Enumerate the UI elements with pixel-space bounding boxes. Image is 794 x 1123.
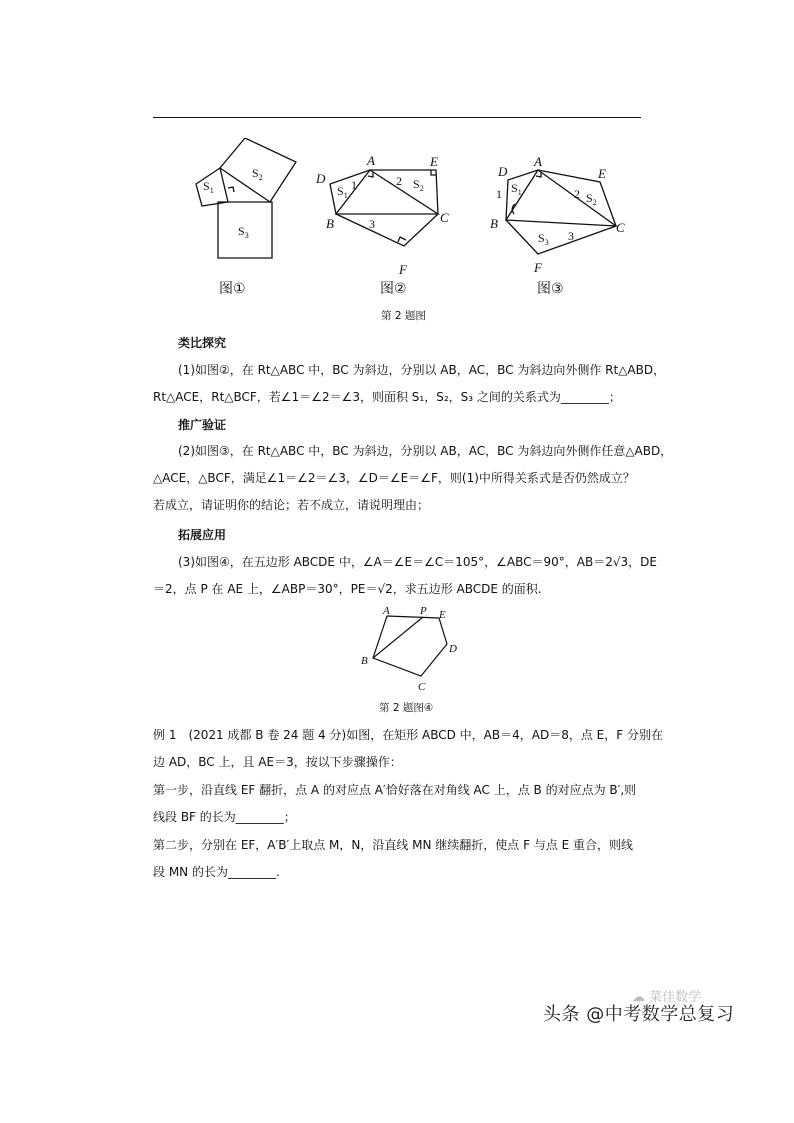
- fig3-angle-2: 2: [574, 187, 580, 201]
- example-line-3: 第一步，沿直线 EF 翻折，点 A 的对应点 A′恰好落在对角线 AC 上，点 B 的对应点为 B′,则: [153, 783, 637, 797]
- fig3-caption: 图③: [537, 281, 564, 297]
- fig3-s2: $S_2$: [586, 191, 597, 207]
- fig3-angle-3: 3: [568, 229, 574, 243]
- example-line-5: 第二步，分别在 EF，A′B′上取点 M，N，沿直线 MN 继续翻折，使点 F 与点 E 重合，则线: [153, 838, 634, 852]
- fig3-label-a: A: [534, 154, 542, 169]
- fig3-label-f: F: [534, 260, 542, 275]
- fig1-s1: $S_1$: [203, 179, 214, 195]
- fig1-caption: 图①: [219, 281, 246, 297]
- example-line-2: 边 AD，BC 上，且 AE＝3，按以下步骤操作：: [153, 755, 402, 769]
- fig2-label-b: B: [326, 216, 334, 231]
- fig3-angle-1: 1: [496, 187, 502, 201]
- example-line-6: 段 MN 的长为________.: [153, 865, 280, 879]
- fig3-label-c: C: [616, 220, 625, 235]
- fig4-label-e: E: [439, 609, 446, 621]
- fig2-label-f: F: [399, 262, 407, 277]
- watermark-faint: ☁ 菜佳数学: [632, 990, 702, 1005]
- example-line-1: 例 1 (2021 成都 B 卷 24 题 4 分)如图，在矩形 ABCD 中，AB＝4，AD＝8，点 E，F 分别在: [153, 728, 663, 742]
- fig4-caption: 第 2 题图④: [379, 702, 434, 714]
- fig1-s2: $S_2$: [252, 166, 263, 182]
- fig3-label-e: E: [598, 166, 606, 181]
- figure-1: [188, 138, 303, 263]
- top-rule: [153, 117, 641, 118]
- section-analogy: 类比探究: [178, 336, 227, 350]
- fig3-s3: $S_3$: [538, 231, 549, 247]
- q1-line-1: (1)如图②，在 Rt△ABC 中，BC 为斜边，分别以 AB，AC，BC 为斜边向外侧作 Rt△ABD，: [178, 363, 666, 377]
- fig2-label-d: D: [316, 171, 326, 186]
- fig4-segment-bp: [373, 617, 423, 658]
- fig2-label-a: A: [367, 153, 375, 168]
- section-generalize: 推广验证: [178, 418, 227, 432]
- fig2-caption: 图②: [380, 281, 407, 297]
- q3-line-2: ＝2，点 P 在 AE 上，∠ABP＝30°，PE＝√2，求五边形 ABCDE 的面积.: [153, 582, 542, 596]
- fig2-label-c: C: [440, 210, 449, 225]
- fig3-label-d: D: [498, 164, 508, 179]
- fig4-label-c: C: [418, 681, 426, 693]
- q2-line-1: (2)如图③，在 Rt△ABC 中，BC 为斜边，分别以 AB，AC，BC 为斜边向外侧作任意△ABD，: [178, 444, 673, 458]
- watermark: 头条 @中考数学总复习: [543, 1004, 735, 1025]
- fig2-triangle-bcf: [336, 214, 438, 246]
- q3-line-1: (3)如图④，在五边形 ABCDE 中，∠A＝∠E＝∠C＝105°，∠ABC＝90°，AB＝2√3，DE: [178, 555, 657, 569]
- section-extend: 拓展应用: [178, 528, 227, 542]
- fig4-label-d: D: [449, 643, 457, 655]
- fig3-s1: $S_1$: [511, 181, 522, 197]
- fig2-angle-3: 3: [369, 217, 375, 231]
- fig3-label-b: B: [490, 216, 498, 231]
- fig4-label-p: P: [420, 605, 427, 617]
- fig2-angle-1: 1: [351, 178, 357, 192]
- fig4-label-b: B: [361, 655, 368, 667]
- fig2-s2: $S_2$: [413, 177, 424, 193]
- q2-line-3: 若成立，请证明你的结论；若不成立，请说明理由；: [153, 498, 430, 512]
- fig1-square-s3: [218, 202, 272, 258]
- fig4-label-a: A: [383, 605, 390, 617]
- figure-4: [355, 604, 465, 694]
- q2-line-2: △ACE，△BCF，满足∠1＝∠2＝∠3，∠D＝∠E＝∠F，则(1)中所得关系式是否仍然成立？: [153, 471, 635, 485]
- figure-2: [310, 150, 460, 280]
- fig2-s1: $S_1$: [337, 184, 348, 200]
- fig4-pentagon: [373, 616, 447, 676]
- fig2-angle-2: 2: [396, 174, 402, 188]
- figure-3: [488, 150, 633, 280]
- fig1-right-angle: [228, 187, 234, 192]
- example-line-4: 线段 BF 的长为________；: [153, 810, 296, 824]
- q1-line-2: Rt△ACE，Rt△BCF，若∠1＝∠2＝∠3，则面积 S₁，S₂，S₃ 之间的关系式为________；: [153, 390, 621, 404]
- fig2-label-e: E: [430, 154, 438, 169]
- figure-group-caption: 第 2 题图: [381, 310, 426, 322]
- fig1-s3: $S_3$: [238, 224, 249, 240]
- fig2-triangle-abd: [330, 170, 370, 214]
